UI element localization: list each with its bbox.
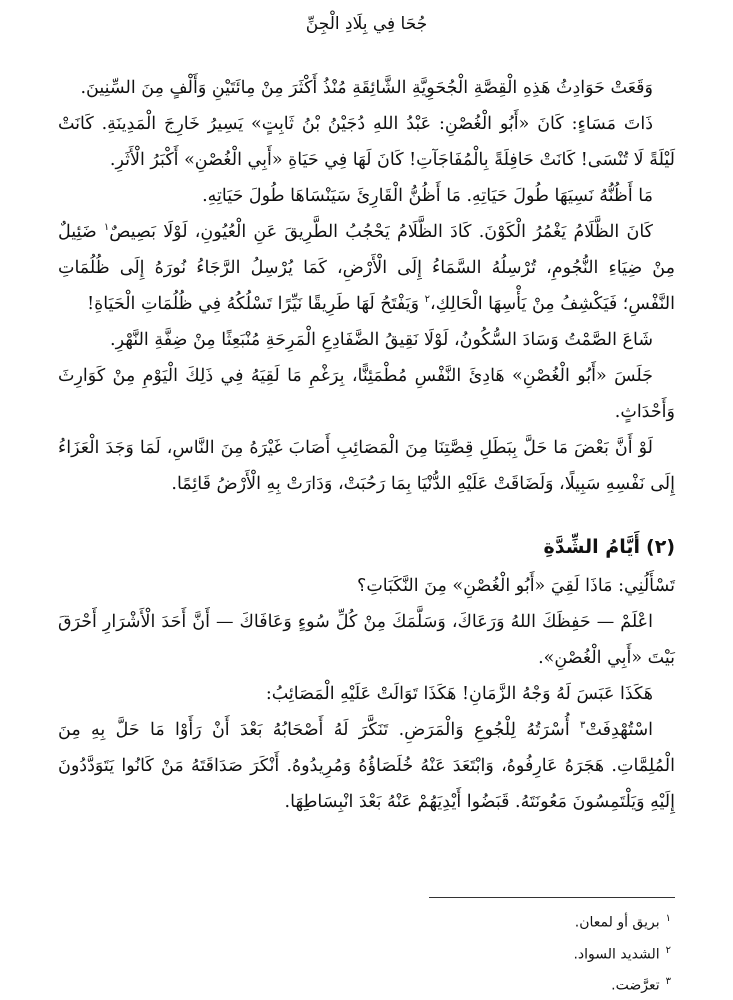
footnotes xyxy=(58,905,671,1000)
footnote-ref-1[interactable]: ١ xyxy=(103,222,110,234)
footnote-1-text: بريق أو لمعان. xyxy=(574,914,660,931)
footnote-2-number: ٢ xyxy=(665,944,671,956)
paragraph-1: وَقَعَتْ حَوَادِثُ هَذِهِ الْقِصَّةِ الْجُحَوِيَّةِ الشَّائِقَةِ مُنْذُ أَكْثَرَ مِنْ مِائَتَيْنِ وَأَلْفٍ مِنَ السِّنِينَ. xyxy=(80,78,653,98)
section-paragraph-4 xyxy=(58,712,675,820)
footnote-2 xyxy=(58,937,671,969)
footnote-ref-2[interactable]: ٢ xyxy=(424,294,430,306)
running-head: جُحَا فِي بِلَادِ الْجِنِّ xyxy=(305,14,428,34)
footnote-separator xyxy=(429,897,675,898)
footnote-1-number: ١ xyxy=(665,913,671,924)
section-heading xyxy=(58,536,675,558)
footnote-1 xyxy=(58,905,671,937)
paragraph-3: مَا أَظُنُّهُ نَسِيَهَا طُولَ حَيَاتِهِ. مَا أَظُنُّ الْقَارِئَ سَيَنْسَاهَا طُولَ حَيَاتِهِ. xyxy=(202,186,653,206)
section-paragraph-3: هَكَذَا عَبَسَ لَهُ وَجْهُ الزَّمَانِ! هَكَذَا تَوَالَتْ عَلَيْهِ الْمَصَائِبُ: xyxy=(265,684,653,704)
footnote-3 xyxy=(58,968,671,1000)
section-paragraph-1: تَسْأَلُنِي: مَاذَا لَقِيَ «أَبُو الْغُصْنِ» مِنَ النَّكَبَاتِ؟ xyxy=(357,576,675,596)
paragraph-4-text-a: كَانَ الظَّلَامُ يَغْمُرُ الْكَوْنَ. كَادَ الظَّلَامُ يَحْجُبُ الطَّرِيقَ عَنِ الْعُيُونِ، لَوْلَا بَصِيصٌ xyxy=(109,222,653,242)
section-number: (٢) xyxy=(646,536,675,558)
paragraph-5: شَاعَ الصَّمْتُ وَسَادَ السُّكُونُ، لَوْلَا نَقِيقُ الضَّفَادِعِ الْمَرِحَةِ مُنْبَعِثًا مِنْ ضِفَّةِ النَّهْرِ. xyxy=(110,330,653,350)
footnote-ref-3[interactable]: ٣ xyxy=(580,720,586,732)
paragraph-4 xyxy=(58,214,675,322)
footnote-2-text: الشديد السواد. xyxy=(573,946,660,963)
section-title: أَيَّامُ الشِّدَّةِ xyxy=(543,536,641,558)
section-paragraph-4-text-a: اسْتُهْدِفَتْ xyxy=(585,720,653,740)
paragraph-6: جَلَسَ «أَبُو الْغُصْنِ» هَادِئَ النَّفْسِ مُطْمَئِنًّا، بِرَغْمِ مَا لَقِيَهُ فِي ذَلِكَ الْيَوْمِ مِنْ كَوَارِثَ وَأَحْدَاثٍ. xyxy=(58,366,675,422)
section-paragraph-2: اعْلَمْ — حَفِظَكَ اللهُ وَرَعَاكَ، وَسَلَّمَكَ مِنْ كُلِّ سُوءٍ وَعَافَاكَ — أَنَّ أَحَدَ الْأَشْرَارِ أَحْرَقَ بَيْتَ «أَبِي الْغُصْنِ». xyxy=(58,612,675,668)
footnote-3-number: ٣ xyxy=(665,976,671,988)
paragraph-2: ذَاتَ مَسَاءٍ: كَانَ «أَبُو الْغُصْنِ: عَبْدُ اللهِ دُجَيْنُ بْنُ ثَابِتٍ» يَسِيرُ خَارِجَ الْمَدِينَةِ. كَانَتْ لَيْلَةً لَا تُنْسَى! كَانَتْ حَافِلَةً بِالْمُفَاجَآتِ! كَانَ لَهَا فِي حَيَاةِ «أَبِي الْغُصْنِ» أَكْبَرُ الْأَثَرِ. xyxy=(58,114,675,170)
section-paragraph-4-text-b: أُسْرَتُهُ لِلْجُوعِ وَالْمَرَضِ. تَنَكَّرَ لَهُ أَصْحَابُهُ بَعْدَ أَنْ رَأَوْا مَا حَلَّ بِهِ مِنَ الْمُلِمَّاتِ. هَجَرَهُ عَارِفُوهُ، وَابْتَعَدَ عَنْهُ خُلَصَاؤُهُ وَمُرِيدُوهُ. أَنْكَرَ صَدَاقَتَهُ مَنْ كَانُوا يَتَوَدَّدُونَ إِلَيْهِ وَيَلْتَمِسُونَ مَعُونَتَهُ. قَبَضُوا أَيْدِيَهُمْ عَنْهُ بَعْدَ انْبِسَاطِهَا. xyxy=(58,720,675,812)
paragraph-4-text-b: ضَئِيلٌ مِنْ ضِيَاءِ النُّجُومِ، تُرْسِلُهُ السَّمَاءُ إِلَى الْأَرْضِ، كَمَا يُرْسِلُ الرَّجَاءُ نُورَهُ إِلَى ظُلُمَاتِ النَّفْسِ؛ فَيَكْشِفُ مِنْ يَأْسِهَا الْحَالِكِ، xyxy=(58,222,675,314)
footnote-3-text: تعرَّضت. xyxy=(611,977,660,994)
paragraph-4-text-c: وَيَفْتَحُ لَهَا طَرِيقًا نَيِّرًا تَسْلُكُهُ فِي ظُلُمَاتِ الْحَيَاةِ! xyxy=(87,294,425,314)
paragraph-7: لَوْ أَنَّ بَعْضَ مَا حَلَّ بِبَطَلِ قِصَّتِنَا مِنَ الْمَصَائِبِ أَصَابَ غَيْرَهُ مِنَ النَّاسِ، لَمَا وَجَدَ الْعَزَاءُ إِلَى نَفْسِهِ سَبِيلًا، وَلَضَاقَتْ عَلَيْهِ الدُّنْيَا بِمَا رَحُبَتْ، وَدَارَتْ بِهِ الْأَرْضُ قَائِمًا. xyxy=(58,438,675,494)
